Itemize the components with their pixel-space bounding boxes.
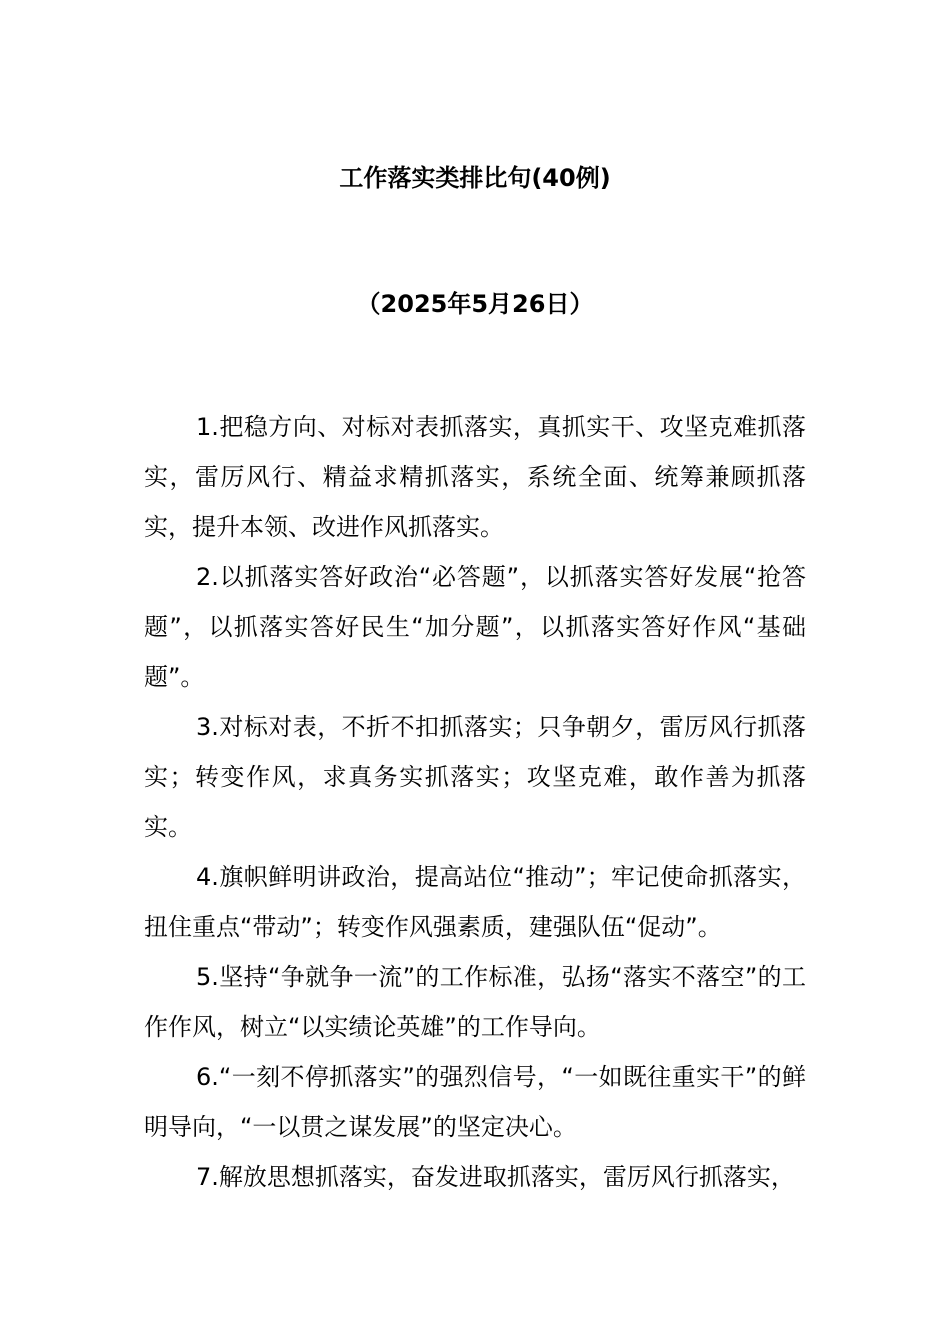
paragraph-1: 1.把稳方向、对标对表抓落实，真抓实干、攻坚克难抓落实，雷厉风行、精益求精抓落实，系统全面、统筹兼顾抓落实，提升本领、改进作风抓落实。: [144, 413, 806, 541]
paragraph-6: 6.“一刻不停抓落实”的强烈信号，“一如既往重实干”的鲜明导向，“一以贯之谋发展”的坚定决心。: [144, 1063, 806, 1141]
document-body: [144, 402, 806, 1202]
paragraph-2: 2.以抓落实答好政治“必答题”，以抓落实答好发展“抢答题”，以抓落实答好民生“加分题”，以抓落实答好作风“基础题”。: [144, 563, 806, 691]
document-title: 工作落实类排比句(40例): [339, 164, 611, 192]
paragraph-4: 4.旗帜鲜明讲政治，提高站位“推动”；牢记使命抓落实，扭住重点“带动”；转变作风强素质，建强队伍“促动”。: [144, 863, 806, 941]
paragraph-7: 7.解放思想抓落实，奋发进取抓落实，雷厉风行抓落实，: [196, 1163, 795, 1191]
document-date: （2025年5月26日）: [356, 290, 594, 318]
paragraph-3: 3.对标对表，不折不扣抓落实；只争朝夕，雷厉风行抓落实；转变作风，求真务实抓落实；攻坚克难，敢作善为抓落实。: [144, 713, 806, 841]
paragraph-5: 5.坚持“争就争一流”的工作标准，弘扬“落实不落空”的工作作风，树立“以实绩论英雄”的工作导向。: [144, 963, 806, 1041]
